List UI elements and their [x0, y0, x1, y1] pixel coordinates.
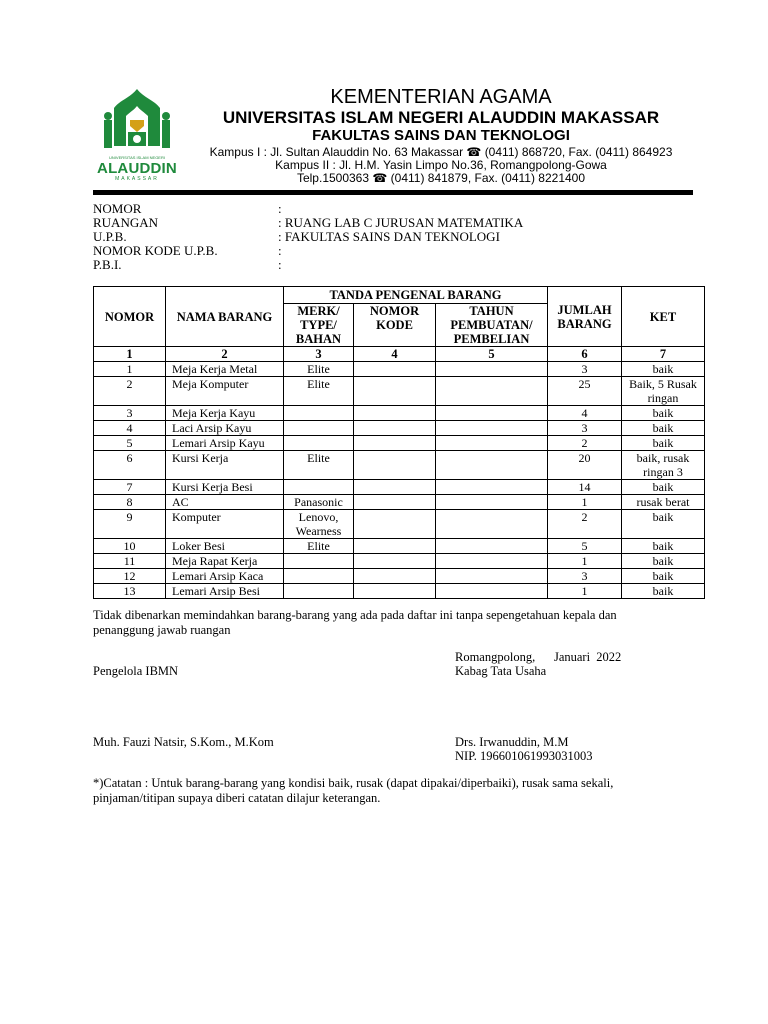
- cell-jumlah: 3: [548, 569, 622, 584]
- table-row: [94, 480, 705, 495]
- meta-label: NOMOR KODE U.P.B.: [93, 243, 218, 258]
- meta-value: :: [278, 201, 282, 216]
- cell-nama: Meja Kerja Metal: [166, 362, 284, 377]
- header-merk: MERK/ TYPE/ BAHAN: [284, 304, 354, 347]
- cell-kode: [354, 539, 436, 554]
- cell-tahun: [436, 421, 548, 436]
- header-tahun: TAHUN PEMBUATAN/ PEMBELIAN: [436, 304, 548, 347]
- cell-no: 11: [94, 554, 166, 569]
- cell-nama: Kursi Kerja Besi: [166, 480, 284, 495]
- contact-line-3: Telp.1500363 ☎ (0411) 841879, Fax. (0411) 8221400: [296, 171, 586, 185]
- cell-kode: [354, 362, 436, 377]
- note-line-1: *)Catatan : Untuk barang-barang yang kondisi baik, rusak (dapat dipakai/diperbaiki), rusak sama sekali,: [93, 776, 614, 790]
- cell-kode: [354, 584, 436, 599]
- cell-merk: [284, 569, 354, 584]
- table-row: [94, 406, 705, 421]
- cell-ket: baik: [622, 554, 705, 569]
- header-divider: [93, 190, 693, 195]
- col-number: 4: [354, 347, 436, 362]
- cell-merk: [284, 554, 354, 569]
- cell-jumlah: 3: [548, 421, 622, 436]
- header-nama-barang: NAMA BARANG: [166, 287, 284, 347]
- header-jumlah: JUMLAH BARANG: [548, 287, 622, 347]
- table-row: [94, 569, 705, 584]
- cell-kode: [354, 436, 436, 451]
- table-row: [94, 495, 705, 510]
- cell-tahun: [436, 569, 548, 584]
- meta-label: NOMOR: [93, 201, 142, 216]
- cell-jumlah: 3: [548, 362, 622, 377]
- logo-bottom-text: MAKASSAR: [115, 176, 159, 182]
- meta-value: :: [278, 243, 282, 258]
- cell-jumlah: 1: [548, 554, 622, 569]
- cell-jumlah: 20: [548, 451, 622, 480]
- cell-nama: Lemari Arsip Kayu: [166, 436, 284, 451]
- note-line-2: pinjaman/titipan supaya diberi catatan dilajur keterangan.: [93, 791, 381, 805]
- cell-jumlah: 1: [548, 584, 622, 599]
- logo-top-text: UNIVERSITAS ISLAM NEGERI: [109, 155, 165, 160]
- cell-no: 1: [94, 362, 166, 377]
- cell-ket: baik, rusak ringan 3: [622, 451, 705, 480]
- cell-merk: [284, 436, 354, 451]
- left-signatory-role: Pengelola IBMN: [93, 664, 179, 678]
- cell-merk: Elite: [284, 377, 354, 406]
- col-number: 1: [94, 347, 166, 362]
- cell-no: 9: [94, 510, 166, 539]
- cell-kode: [354, 554, 436, 569]
- inventory-rows: [94, 362, 705, 599]
- cell-kode: [354, 421, 436, 436]
- cell-jumlah: 2: [548, 436, 622, 451]
- cell-ket: baik: [622, 362, 705, 377]
- cell-jumlah: 2: [548, 510, 622, 539]
- table-row: [94, 421, 705, 436]
- cell-kode: [354, 480, 436, 495]
- table-row: [94, 362, 705, 377]
- cell-nama: Meja Komputer: [166, 377, 284, 406]
- notice-line-1: Tidak dibenarkan memindahkan barang-barang yang ada pada daftar ini tanpa sepengetahuan kepala dan: [93, 608, 617, 622]
- cell-ket: baik: [622, 539, 705, 554]
- cell-merk: Lenovo, Wearness: [284, 510, 354, 539]
- col-number: 7: [622, 347, 705, 362]
- cell-merk: [284, 421, 354, 436]
- cell-kode: [354, 377, 436, 406]
- header-tanda-pengenal: TANDA PENGENAL BARANG: [284, 287, 548, 304]
- cell-kode: [354, 451, 436, 480]
- cell-nama: Komputer: [166, 510, 284, 539]
- cell-tahun: [436, 495, 548, 510]
- cell-no: 10: [94, 539, 166, 554]
- table-row: [94, 554, 705, 569]
- cell-merk: Panasonic: [284, 495, 354, 510]
- right-signatory-nip: NIP. 196601061993031003: [455, 749, 593, 763]
- cell-merk: [284, 584, 354, 599]
- cell-no: 3: [94, 406, 166, 421]
- cell-tahun: [436, 362, 548, 377]
- meta-label: P.B.I.: [93, 257, 122, 272]
- cell-tahun: [436, 510, 548, 539]
- cell-nama: AC: [166, 495, 284, 510]
- cell-no: 8: [94, 495, 166, 510]
- faculty-title: FAKULTAS SAINS DAN TEKNOLOGI: [312, 127, 570, 144]
- cell-nama: Laci Arsip Kayu: [166, 421, 284, 436]
- cell-no: 13: [94, 584, 166, 599]
- cell-nama: Loker Besi: [166, 539, 284, 554]
- cell-merk: [284, 480, 354, 495]
- contact-line-2: Kampus II : Jl. H.M. Yasin Limpo No.36, Romangpolong-Gowa: [275, 158, 607, 172]
- cell-no: 12: [94, 569, 166, 584]
- cell-tahun: [436, 539, 548, 554]
- cell-jumlah: 14: [548, 480, 622, 495]
- header-kode: NOMOR KODE: [354, 304, 436, 347]
- cell-kode: [354, 495, 436, 510]
- meta-label: RUANGAN: [93, 215, 158, 230]
- cell-merk: [284, 406, 354, 421]
- cell-no: 4: [94, 421, 166, 436]
- cell-ket: rusak berat: [622, 495, 705, 510]
- logo-name: ALAUDDIN: [97, 160, 177, 177]
- table-row: [94, 510, 705, 539]
- cell-merk: Elite: [284, 362, 354, 377]
- cell-nama: Meja Kerja Kayu: [166, 406, 284, 421]
- cell-tahun: [436, 584, 548, 599]
- cell-tahun: [436, 480, 548, 495]
- cell-ket: baik: [622, 406, 705, 421]
- col-number: 3: [284, 347, 354, 362]
- col-number: 6: [548, 347, 622, 362]
- cell-merk: Elite: [284, 539, 354, 554]
- table-row: [94, 584, 705, 599]
- cell-tahun: [436, 554, 548, 569]
- cell-nama: Lemari Arsip Kaca: [166, 569, 284, 584]
- table-row: [94, 539, 705, 554]
- table-row: [94, 451, 705, 480]
- cell-nama: Lemari Arsip Besi: [166, 584, 284, 599]
- right-signatory-name: Drs. Irwanuddin, M.M: [455, 735, 569, 749]
- contact-line-1: Kampus I : Jl. Sultan Alauddin No. 63 Makassar ☎ (0411) 868720, Fax. (0411) 864923: [209, 145, 673, 159]
- cell-ket: baik: [622, 421, 705, 436]
- cell-ket: Baik, 5 Rusak ringan: [622, 377, 705, 406]
- cell-merk: Elite: [284, 451, 354, 480]
- cell-tahun: [436, 377, 548, 406]
- cell-jumlah: 1: [548, 495, 622, 510]
- meta-value: :: [278, 257, 282, 272]
- header-ket: KET: [622, 287, 705, 347]
- cell-jumlah: 5: [548, 539, 622, 554]
- cell-nama: Meja Rapat Kerja: [166, 554, 284, 569]
- left-signatory-name: Muh. Fauzi Natsir, S.Kom., M.Kom: [93, 735, 274, 749]
- cell-kode: [354, 510, 436, 539]
- cell-ket: baik: [622, 510, 705, 539]
- ministry-title: KEMENTERIAN AGAMA: [330, 86, 552, 108]
- cell-tahun: [436, 436, 548, 451]
- col-number: 5: [436, 347, 548, 362]
- meta-label: U.P.B.: [93, 229, 127, 244]
- table-row: [94, 436, 705, 451]
- cell-kode: [354, 406, 436, 421]
- cell-jumlah: 25: [548, 377, 622, 406]
- cell-ket: baik: [622, 584, 705, 599]
- cell-ket: baik: [622, 436, 705, 451]
- place-date: Romangpolong, Januari 2022: [455, 650, 622, 664]
- cell-tahun: [436, 451, 548, 480]
- col-number: 2: [166, 347, 284, 362]
- cell-kode: [354, 569, 436, 584]
- cell-jumlah: 4: [548, 406, 622, 421]
- cell-no: 2: [94, 377, 166, 406]
- cell-ket: baik: [622, 480, 705, 495]
- cell-nama: Kursi Kerja: [166, 451, 284, 480]
- meta-value: : RUANG LAB C JURUSAN MATEMATIKA: [278, 215, 524, 230]
- cell-no: 7: [94, 480, 166, 495]
- university-title: UNIVERSITAS ISLAM NEGERI ALAUDDIN MAKASSAR: [222, 108, 660, 127]
- cell-no: 6: [94, 451, 166, 480]
- right-signatory-role: Kabag Tata Usaha: [455, 664, 547, 678]
- cell-no: 5: [94, 436, 166, 451]
- header-nomor: NOMOR: [94, 287, 166, 347]
- notice-line-2: penanggung jawab ruangan: [93, 623, 231, 637]
- inventory-table: [93, 286, 705, 599]
- meta-value: : FAKULTAS SAINS DAN TEKNOLOGI: [278, 229, 500, 244]
- cell-ket: baik: [622, 569, 705, 584]
- cell-tahun: [436, 406, 548, 421]
- table-row: [94, 377, 705, 406]
